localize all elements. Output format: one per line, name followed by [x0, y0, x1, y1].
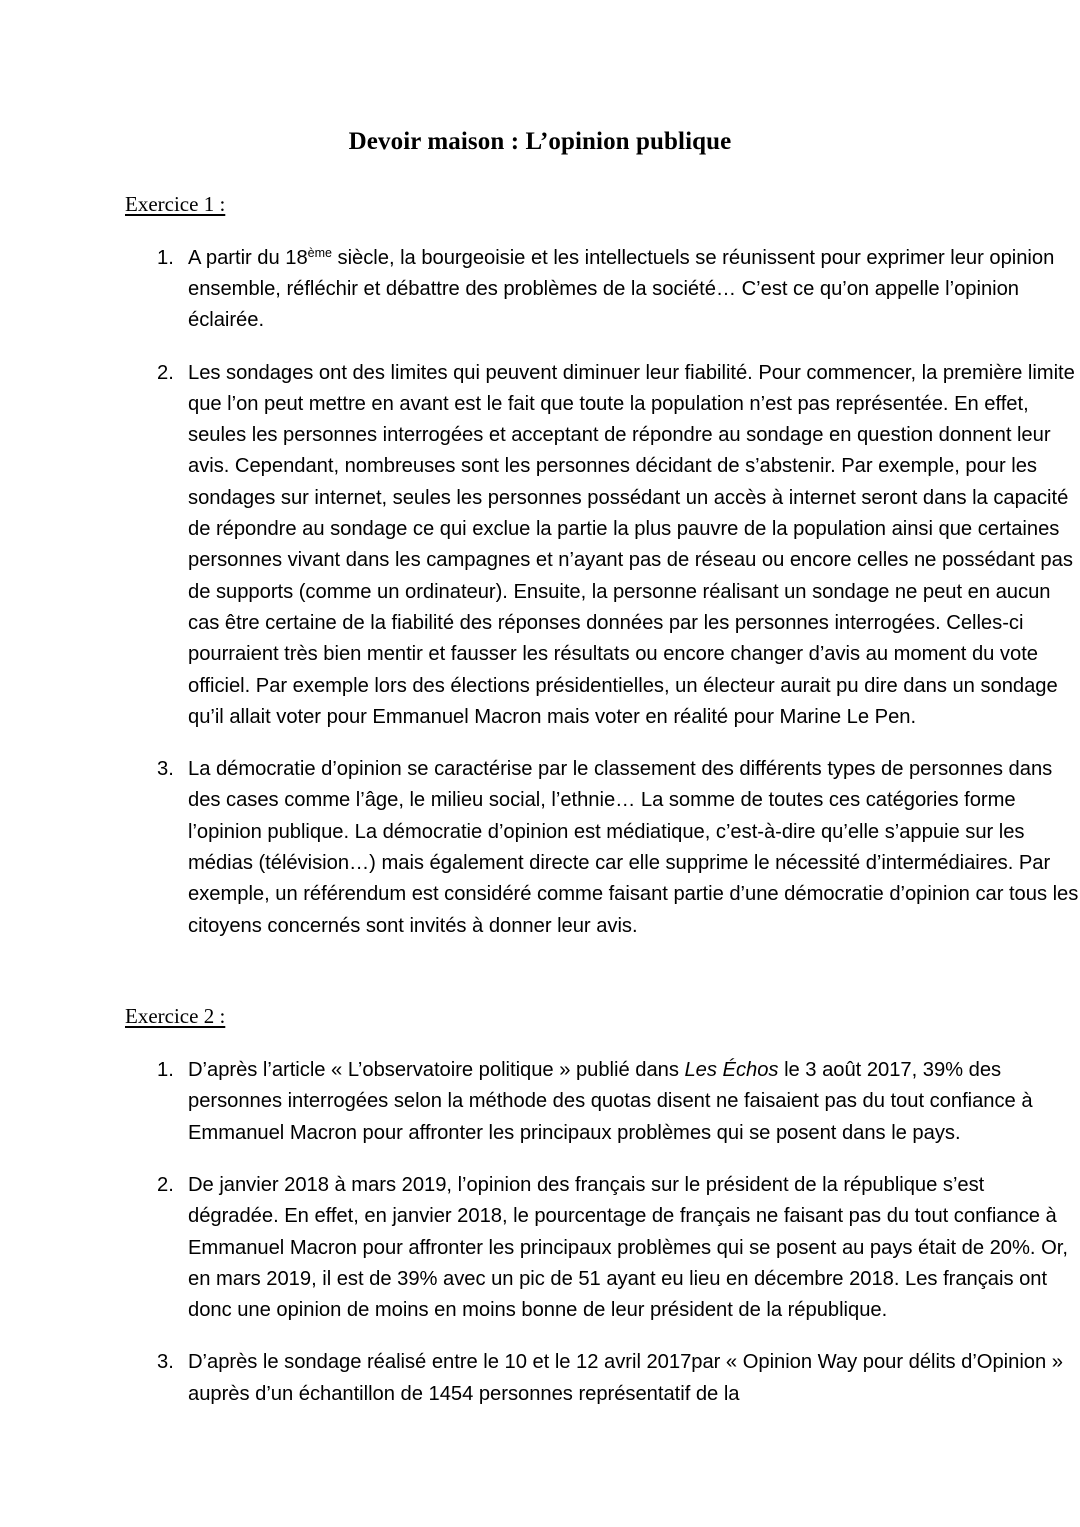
item-text-after-superscript: siècle, la bourgeoisie et les intellectuels se réunissent pour exprimer leur opinion ensemble, réfléchir et débattre des problèmes de la société… C’est ce qu’on appelle l’opinion éclairée.: [188, 246, 1055, 332]
list-item: [0, 754, 1080, 942]
spacer: [0, 156, 1080, 192]
cited-publication-title: Les Échos: [684, 1059, 779, 1082]
list-marker: 3.: [157, 758, 174, 781]
list-item-text: D’après le sondage réalisé entre le 10 et le 12 avril 2017par « Opinion Way pour délits d’Opinion » auprès d’un échantillon de 1454 personnes représentatif de la: [188, 1351, 1063, 1405]
list-item: [0, 1347, 1080, 1410]
exercice-2-list: [0, 1055, 1080, 1410]
ordinal-superscript: ème: [307, 245, 332, 260]
list-item-text: De janvier 2018 à mars 2019, l’opinion des français sur le président de la république s’est dégradée. En effet, en janvier 2018, le pourcentage de français ne faisant pas du tout confiance à Emmanuel Macron pour affronter les principaux problèmes qui se posent au pays était de 20%. Or, en mars 2019, il est de 39% avec un pic de 51 ayant eu lieu en décembre 2018. Les français ont donc une opinion de moins en moins bonne de leur président de la république.: [188, 1174, 1068, 1322]
item-text-part1: D’après l’article « L’observatoire politique » publié dans: [188, 1059, 685, 1082]
list-marker: 1.: [157, 1059, 174, 1082]
exercice-1-list: [0, 243, 1080, 942]
item-text-before-superscript: A partir du 18: [188, 246, 308, 269]
list-item-text: La démocratie d’opinion se caractérise par le classement des différents types de personnes dans des cases comme l’âge, le milieu social, l’ethnie… La somme de toutes ces catégories forme l’opinion publique. La démocratie d’opinion est médiatique, c’est-à-dire qu’elle s’appuie sur les médias (télévision…) mais également directe car elle supprime le nécessité d’intermédiaires. Par exemple, un référendum est considéré comme faisant partie d’une démocratie d’opinion car tous les citoyens concernés sont invités à donner leur avis.: [188, 758, 1079, 937]
section-heading-exercice-1: [0, 192, 1080, 217]
list-item-text: Les sondages ont des limites qui peuvent diminuer leur fiabilité. Pour commencer, la première limite que l’on peut mettre en avant est le fait que toute la population n’est pas représentée. En effet, seules les personnes interrogées et acceptant de répondre au sondage en question donnent leur avis. Cependant, nombreuses sont les personnes décidant de s’abstenir. Par exemple, pour les sondages sur internet, seules les personnes possédant un accès à internet seront dans la capacité de répondre au sondage ce qui exclue la partie la plus pauvre de la population ainsi que certaines personnes vivant dans les campagnes et n’ayant pas de réseau ou encore celles ne possédant pas de supports (comme un ordinateur). Ensuite, la personne réalisant un sondage ne peut en aucun cas être certaine de la fiabilité des réponses données par les personnes interrogées. Celles-ci pourraient très bien mentir et fausser les résultats ou encore changer d’avis au moment du vote officiel. Par exemple lors des élections présidentielles, un électeur aurait pu dire dans un sondage qu’il allait voter pour Emmanuel Macron mais voter en réalité pour Marine Le Pen.: [188, 361, 1075, 728]
section-heading-exercice-2: [0, 1004, 1080, 1029]
spacer: [0, 963, 1080, 1004]
page-title: Devoir maison : L’opinion publique: [348, 128, 732, 155]
item-text-part2: le 3 août 2017, 39% des personnes interrogées selon la méthode des quotas disent ne faisaient pas du tout confiance à Emmanuel Macron pour affronter les principaux problèmes qui se posent dans le pays.: [188, 1059, 1033, 1144]
list-item-text: [188, 1055, 1080, 1149]
list-item: [0, 243, 1080, 337]
spacer: [0, 217, 1080, 243]
section-heading-label: Exercice 1 :: [125, 191, 226, 216]
list-marker: 1.: [157, 246, 174, 269]
list-marker: 2.: [157, 361, 174, 384]
list-item: [0, 1170, 1080, 1326]
section-heading-label: Exercice 2 :: [125, 1003, 226, 1028]
spacer: [0, 1029, 1080, 1055]
list-item: [0, 1055, 1080, 1149]
list-item: [0, 358, 1080, 734]
list-marker: 3.: [157, 1351, 174, 1374]
list-item-text: [188, 243, 1080, 337]
list-marker: 2.: [157, 1174, 174, 1196]
